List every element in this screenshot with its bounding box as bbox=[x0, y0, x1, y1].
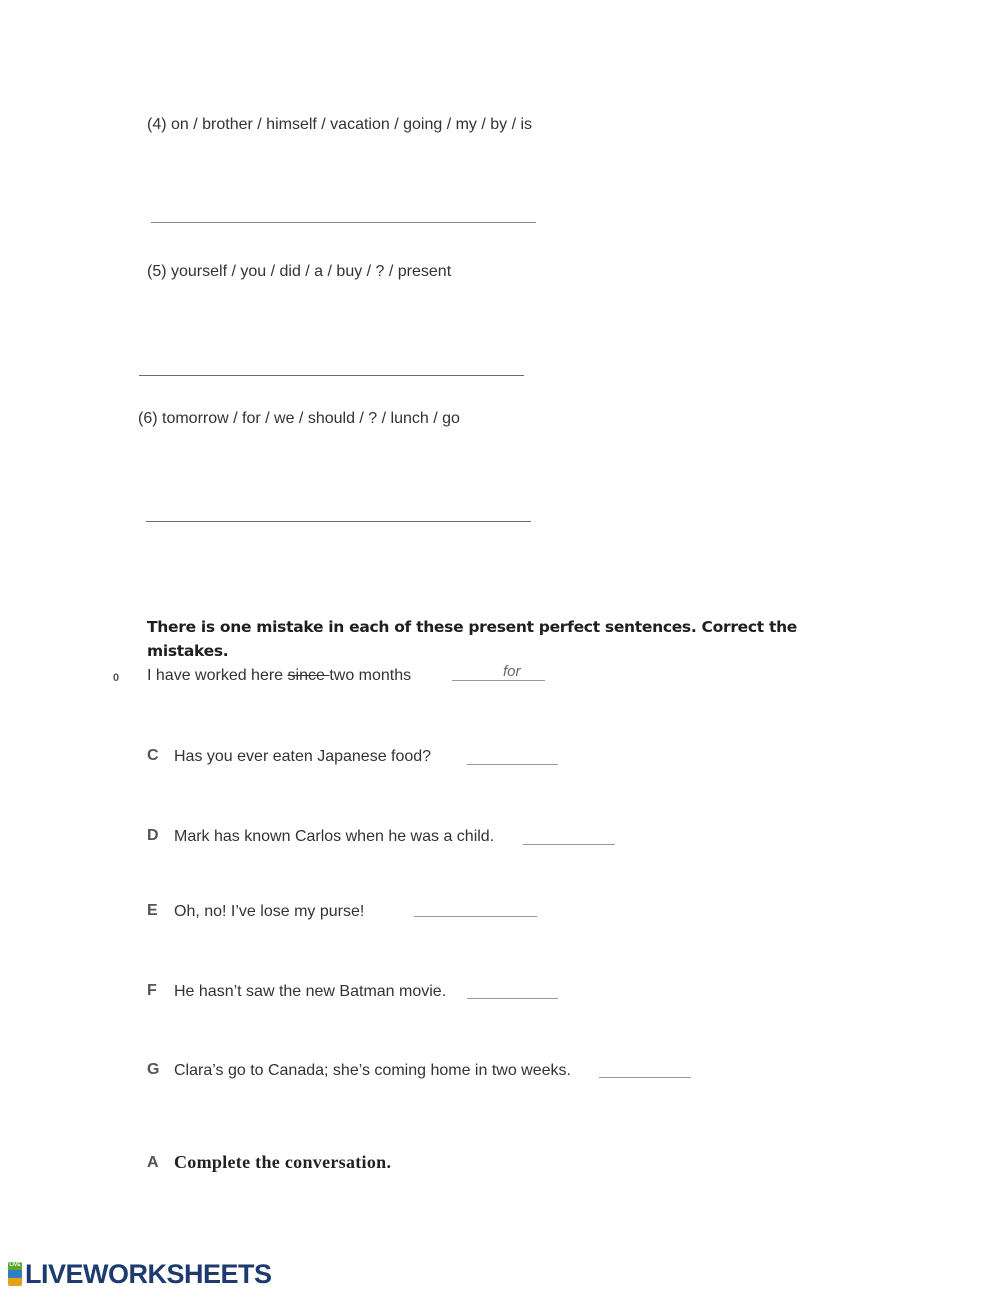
mistakes-instruction bbox=[147, 615, 807, 663]
example-answer-line bbox=[452, 680, 545, 681]
item-e-letter: E bbox=[147, 902, 158, 919]
item-g-letter: G bbox=[147, 1061, 160, 1078]
item-d-answer-line[interactable] bbox=[523, 844, 615, 845]
conversation-letter: A bbox=[147, 1154, 159, 1171]
item-g-answer-line[interactable] bbox=[599, 1077, 691, 1078]
example-sentence bbox=[147, 667, 411, 685]
item-c-answer-line[interactable] bbox=[467, 764, 558, 765]
example-number: 0 bbox=[113, 672, 120, 684]
question-5-prompt: (5) yourself / you / did / a / buy / ? / present bbox=[147, 263, 452, 280]
item-d-sentence: Mark has known Carlos when he was a child. bbox=[174, 828, 495, 845]
example-answer: for bbox=[503, 663, 521, 680]
item-e-answer-line[interactable] bbox=[414, 916, 537, 917]
logo-text: LIVEWORKSHEETS bbox=[25, 1258, 272, 1289]
question-6-prompt: (6) tomorrow / for / we / should / ? / lunch / go bbox=[138, 410, 460, 427]
example-text-after: two months bbox=[329, 667, 412, 684]
item-f-answer-line[interactable] bbox=[467, 998, 558, 999]
question-5-answer-line[interactable] bbox=[139, 375, 524, 376]
instruction-line-2: mistakes. bbox=[147, 642, 229, 660]
instruction-line-1: There is one mistake in each of these present perfect sentences. Correct the bbox=[147, 618, 798, 636]
example-text-before: I have worked here bbox=[147, 667, 288, 684]
item-g-sentence: Clara’s go to Canada; she’s coming home in two weeks. bbox=[174, 1062, 571, 1079]
logo-badge-text: LIVE bbox=[9, 1262, 21, 1268]
liveworksheets-logo bbox=[8, 1258, 272, 1289]
logo-badge-icon bbox=[8, 1262, 22, 1286]
question-4-answer-line[interactable] bbox=[151, 222, 536, 223]
question-6-answer-line[interactable] bbox=[146, 521, 531, 522]
item-f-letter: F bbox=[147, 982, 157, 999]
item-c-letter: C bbox=[147, 747, 159, 764]
conversation-title: Complete the conversation. bbox=[174, 1152, 392, 1172]
item-e-sentence: Oh, no! I’ve lose my purse! bbox=[174, 903, 365, 920]
example-struck-word: since bbox=[287, 667, 330, 684]
item-f-sentence: He hasn’t saw the new Batman movie. bbox=[174, 983, 447, 1000]
item-d-letter: D bbox=[147, 827, 159, 844]
question-4-prompt: (4) on / brother / himself / vacation / going / my / by / is bbox=[147, 116, 533, 133]
item-c-sentence: Has you ever eaten Japanese food? bbox=[174, 748, 432, 765]
